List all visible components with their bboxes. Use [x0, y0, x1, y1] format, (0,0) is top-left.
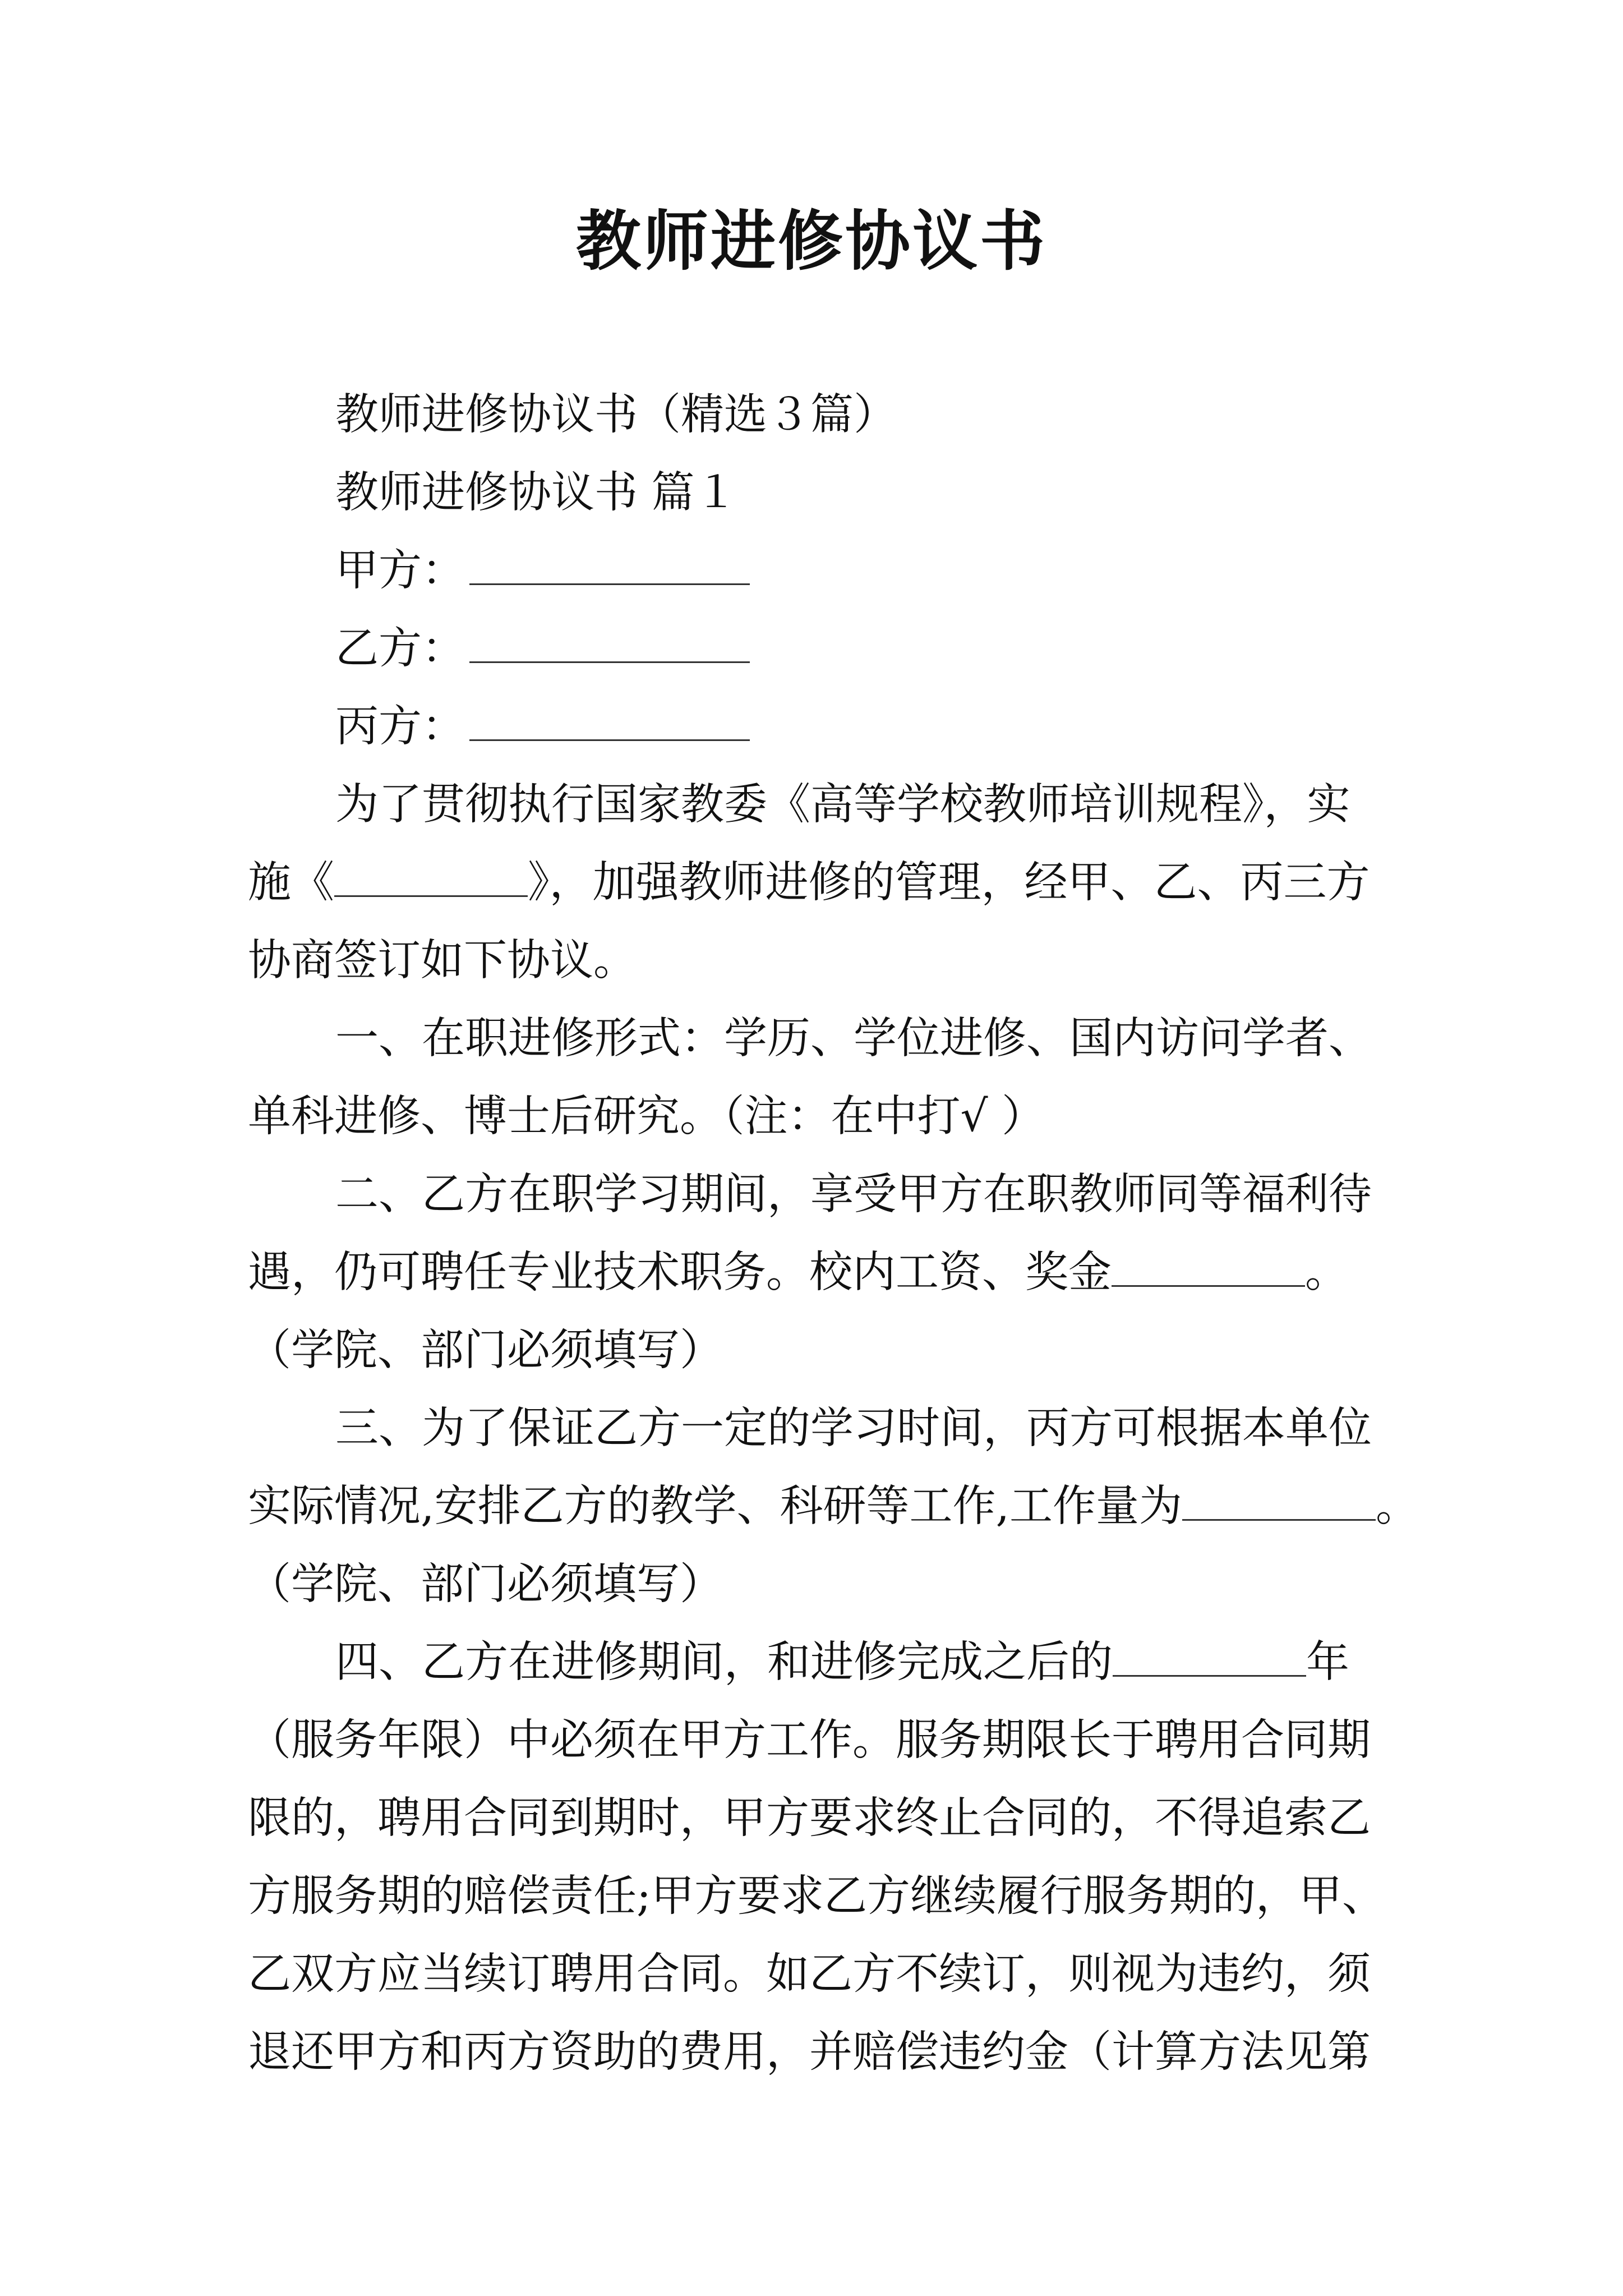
clause-4-text-1b: 年 [1306, 1637, 1349, 1687]
service-years-blank [1113, 1648, 1306, 1677]
intro-line-3 [248, 922, 1386, 1000]
clause-4-text-2: （服务年限）中必须在甲方工作。服务期限长于聘用合同期 [248, 1715, 1371, 1765]
clause-3-line-1 [248, 1389, 1386, 1467]
regulation-name-blank [334, 868, 528, 897]
intro-text-3: 协商签订如下协议。 [248, 936, 637, 986]
intro-text-2a: 施《 [248, 858, 334, 908]
clause-4-text-3: 限的，聘用合同到期时，甲方要求终止合同的，不得追索乙 [248, 1793, 1371, 1843]
party-b-blank [469, 634, 750, 663]
clause-2-line-1 [248, 1156, 1386, 1234]
clause-2-text-2a: 遇，仍可聘任专业技术职务。校内工资、奖金 [248, 1248, 1112, 1297]
section-heading [248, 454, 1386, 532]
party-b-line [248, 610, 1386, 688]
clause-4-text-1a: 四、乙方在进修期间，和进修完成之后的 [335, 1637, 1113, 1687]
intro-line-1 [248, 766, 1386, 844]
clause-1-line-2 [248, 1078, 1386, 1156]
party-c-label: 丙方： [335, 702, 465, 752]
document-title: 教师进修协议书 [576, 203, 1047, 279]
workload-blank [1182, 1492, 1376, 1521]
intro-line-2 [248, 844, 1386, 922]
clause-2-line-2 [248, 1234, 1386, 1312]
clause-1-text-2: 单科进修、博士后研究。（注：在中打√ ） [248, 1092, 1045, 1142]
clause-2-text-3: （学院、部门必须填写） [248, 1326, 723, 1375]
section-heading-text: 教师进修协议书 篇１ [335, 468, 738, 518]
clause-4-line-4 [248, 1857, 1386, 1935]
party-a-label: 甲方： [335, 546, 465, 596]
subtitle-line [248, 376, 1386, 454]
clause-3-text-1: 三、为了保证乙方一定的学习时间，丙方可根据本单位 [335, 1404, 1372, 1453]
clause-4-text-5: 乙双方应当续订聘用合同。如乙方不续订，则视为违约，须 [248, 1949, 1371, 1999]
party-c-line [248, 688, 1386, 766]
clause-4-line-6 [248, 2013, 1386, 2091]
clause-3-line-3 [248, 1545, 1386, 1623]
clause-1-line-1 [248, 1000, 1386, 1078]
clause-4-text-6: 退还甲方和丙方资助的费用，并赔偿违约金（计算方法见第 [248, 2027, 1371, 2077]
party-c-blank [469, 712, 750, 741]
party-a-blank [469, 556, 750, 585]
clause-3-text-2b: 。 [1375, 1481, 1419, 1531]
clause-1-text-1: 一、在职进修形式：学历、学位进修、国内访问学者、 [335, 1014, 1372, 1064]
subtitle-text: 教师进修协议书（精选３篇） [335, 390, 897, 440]
clause-2-text-2b: 。 [1305, 1248, 1348, 1297]
clause-3-text-2a: 实际情况,安排乙方的教学、科研等工作,工作量为 [248, 1481, 1182, 1531]
party-a-line [248, 532, 1386, 610]
clause-2-text-1: 二、乙方在职学习期间，享受甲方在职教师同等福利待 [335, 1170, 1372, 1220]
clause-4-line-1 [248, 1623, 1386, 1701]
document-body [248, 376, 1419, 2091]
party-b-label: 乙方： [335, 624, 465, 674]
clause-3-text-3: （学院、部门必须填写） [248, 1559, 723, 1609]
intro-text-2b: 》，加强教师进修的管理，经甲、乙、丙三方 [528, 858, 1370, 908]
salary-bonus-blank [1112, 1258, 1305, 1287]
clause-3-line-2 [248, 1467, 1419, 1545]
clause-2-line-3 [248, 1312, 1386, 1389]
clause-4-line-2 [248, 1701, 1386, 1779]
intro-text-1: 为了贯彻执行国家教委《高等学校教师培训规程》，实 [335, 780, 1350, 830]
clause-4-line-3 [248, 1779, 1386, 1857]
clause-4-line-5 [248, 1935, 1386, 2013]
clause-4-text-4: 方服务期的赔偿责任;甲方要求乙方继续履行服务期的，甲、 [248, 1871, 1385, 1921]
